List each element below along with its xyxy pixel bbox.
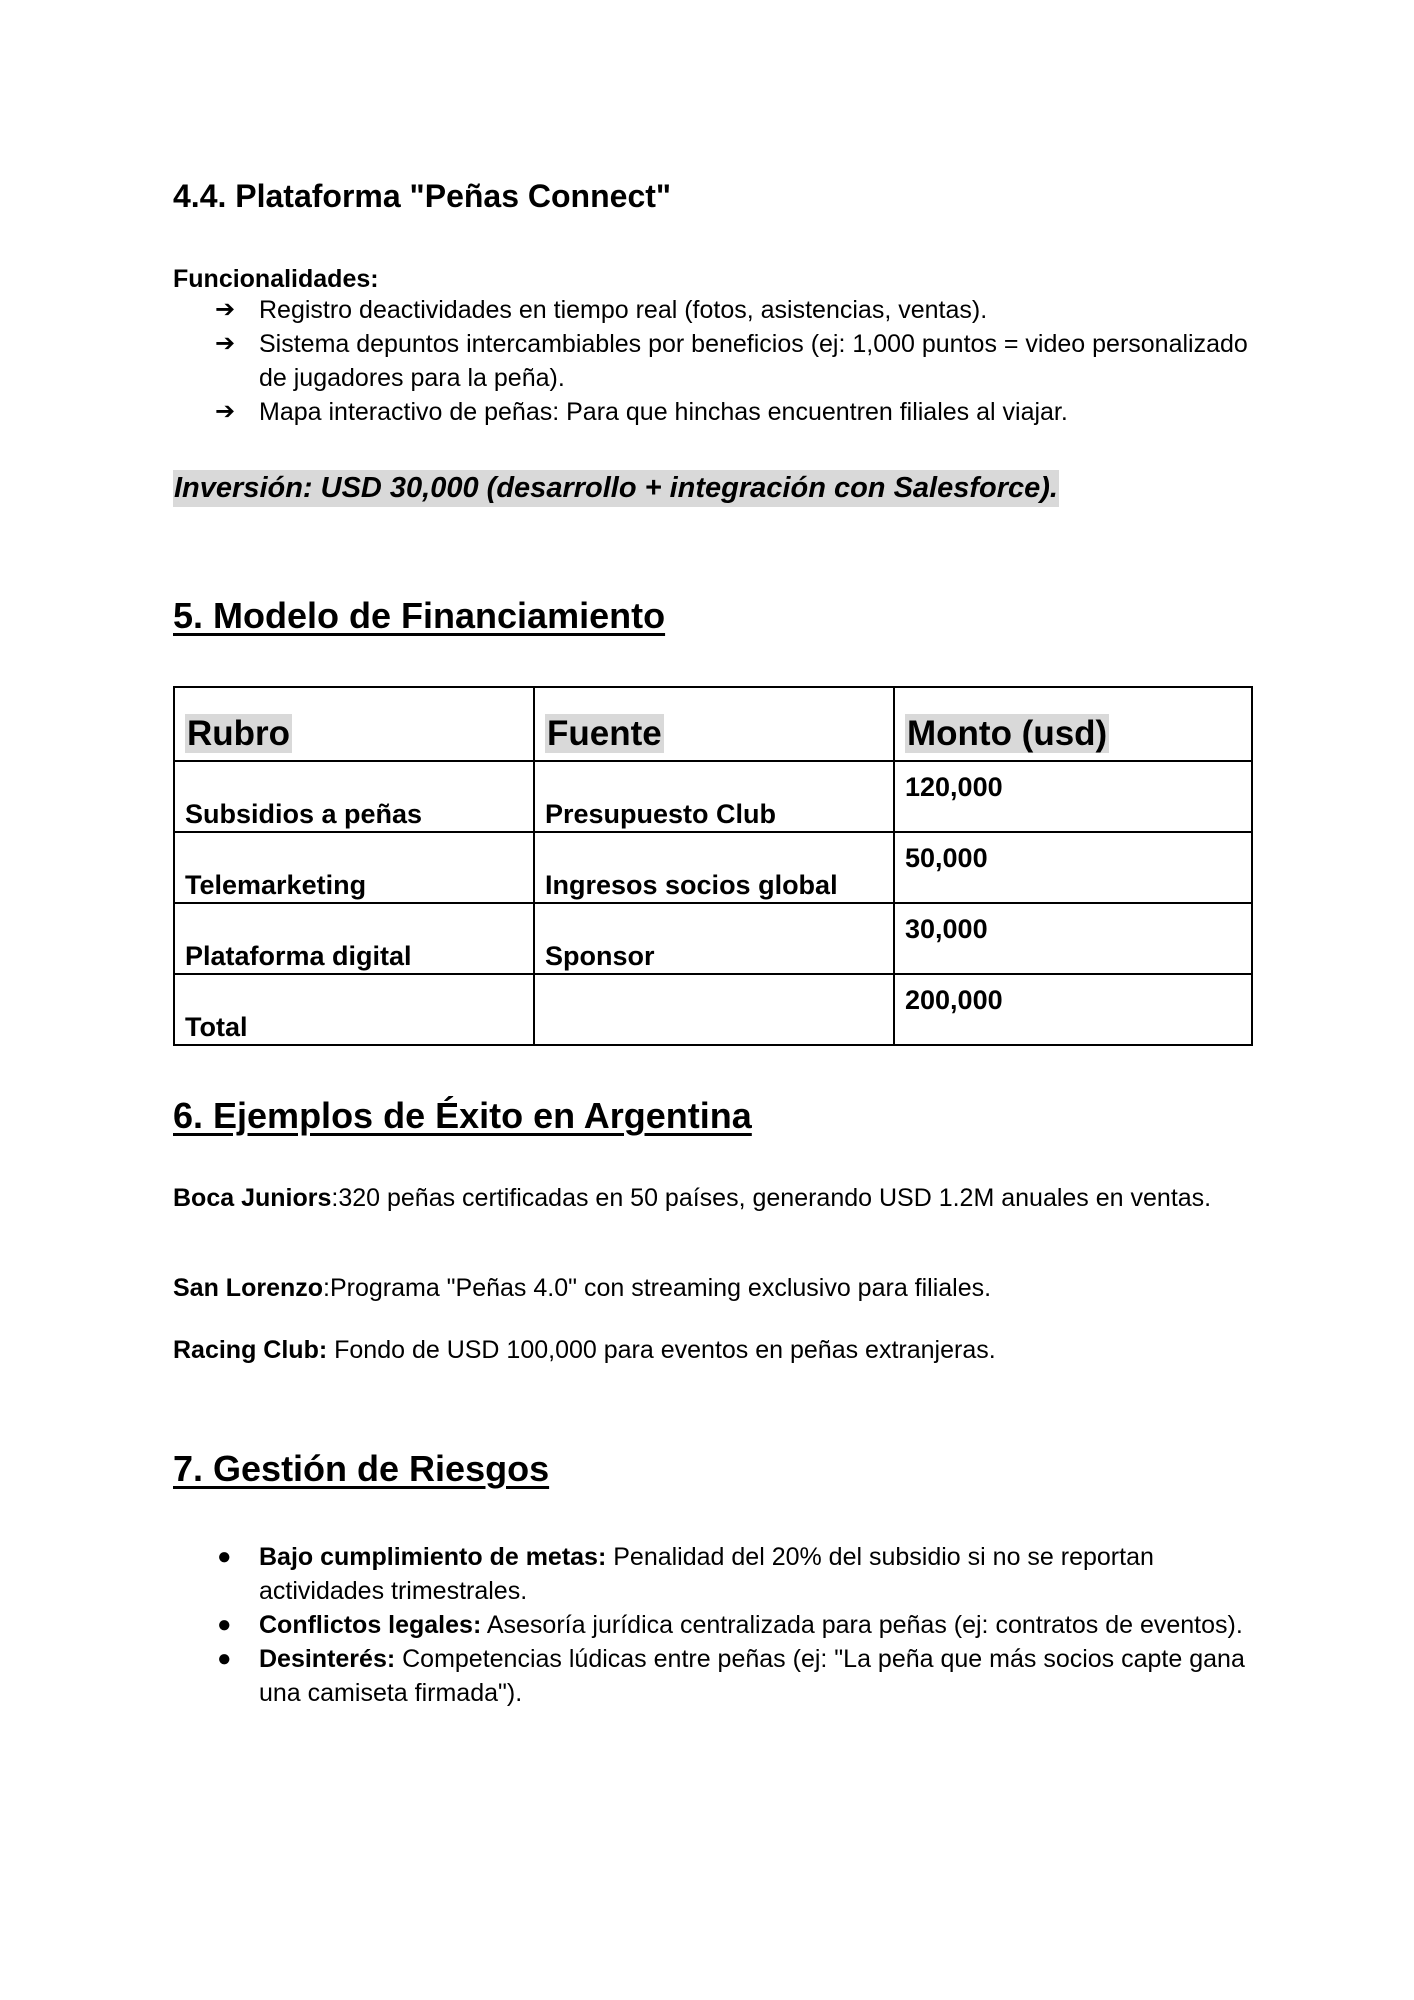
risk-label: Desinterés: — [259, 1645, 396, 1673]
risk-text: Competencias lúdicas entre peñas (ej: "La peña que más socios capte gana una camiseta firmada"). — [259, 1645, 1245, 1707]
table-row-total — [174, 974, 1252, 1045]
list-item — [173, 293, 1273, 327]
functionalities-list — [173, 293, 1273, 429]
table-row — [174, 832, 1252, 903]
table-cell-amount: 50,000 — [894, 832, 1252, 903]
risk-label: Conflictos legales: — [259, 1611, 482, 1639]
functionalities-label: Funcionalidades: — [173, 265, 379, 293]
arrow-right-icon: ➔ — [215, 330, 236, 357]
table-cell: Plataforma digital — [174, 903, 534, 974]
list-item — [173, 1608, 1273, 1642]
risk-text: Asesoría jurídica centralizada para peñas (ej: contratos de eventos). — [481, 1611, 1243, 1639]
example-name: San Lorenzo — [173, 1274, 324, 1302]
section-4-4-title: 4.4. Plataforma "Peñas Connect" — [173, 178, 672, 214]
table-row — [174, 761, 1252, 832]
risk-label: Bajo cumplimiento de metas: — [259, 1543, 607, 1571]
bullet-icon: ● — [217, 1645, 232, 1672]
arrow-right-icon: ➔ — [215, 296, 236, 323]
table-cell-amount: 30,000 — [894, 903, 1252, 974]
table-cell: Presupuesto Club — [534, 761, 894, 832]
table-cell: Subsidios a peñas — [174, 761, 534, 832]
table-cell: Total — [174, 974, 534, 1045]
risk-text: Penalidad del 20% del subsidio si no se reportan actividades trimestrales. — [259, 1543, 1154, 1605]
table-cell-amount: 120,000 — [894, 761, 1252, 832]
bullet-icon: ● — [217, 1611, 232, 1638]
example-name: Boca Juniors — [173, 1184, 332, 1212]
example-san-lorenzo — [173, 1270, 1253, 1306]
risks-list — [173, 1540, 1273, 1710]
example-name: Racing Club: — [173, 1336, 328, 1364]
list-item — [173, 327, 1273, 395]
example-text: :320 peñas certificadas en 50 países, generando USD 1.2M anuales en ventas. — [331, 1184, 1212, 1212]
example-text: Fondo de USD 100,000 para eventos en peñas extranjeras. — [327, 1336, 996, 1364]
section-5-title: 5. Modelo de Financiamiento — [173, 595, 666, 636]
table-cell-amount: 200,000 — [894, 974, 1252, 1045]
table-cell — [534, 974, 894, 1045]
table-header-row — [174, 687, 1252, 761]
list-item — [173, 1540, 1273, 1608]
example-racing — [173, 1332, 1253, 1368]
investment-note: Inversión: USD 30,000 (desarrollo + integración con Salesforce). — [173, 470, 1059, 507]
table-header-cell: Fuente — [534, 687, 894, 761]
list-item-text: Registro deactividades en tiempo real (fotos, asistencias, ventas). — [259, 296, 988, 324]
arrow-right-icon: ➔ — [215, 398, 236, 425]
list-item — [173, 1642, 1273, 1710]
table-header-cell: Rubro — [174, 687, 534, 761]
section-6-title: 6. Ejemplos de Éxito en Argentina — [173, 1095, 752, 1136]
table-row — [174, 903, 1252, 974]
example-boca — [173, 1180, 1253, 1216]
table-cell: Telemarketing — [174, 832, 534, 903]
financing-table — [173, 686, 1253, 1046]
list-item — [173, 395, 1273, 429]
example-text: :Programa "Peñas 4.0" con streaming exclusivo para filiales. — [323, 1274, 992, 1302]
table-cell: Sponsor — [534, 903, 894, 974]
list-item-text: Mapa interactivo de peñas: Para que hinchas encuentren filiales al viajar. — [259, 398, 1068, 426]
list-item-text: Sistema depuntos intercambiables por beneficios (ej: 1,000 puntos = video personalizado de jugadores para la peña). — [259, 330, 1248, 392]
bullet-icon: ● — [217, 1543, 232, 1570]
section-7-title: 7. Gestión de Riesgos — [173, 1448, 550, 1489]
table-cell: Ingresos socios global — [534, 832, 894, 903]
table-header-cell: Monto (usd) — [894, 687, 1252, 761]
